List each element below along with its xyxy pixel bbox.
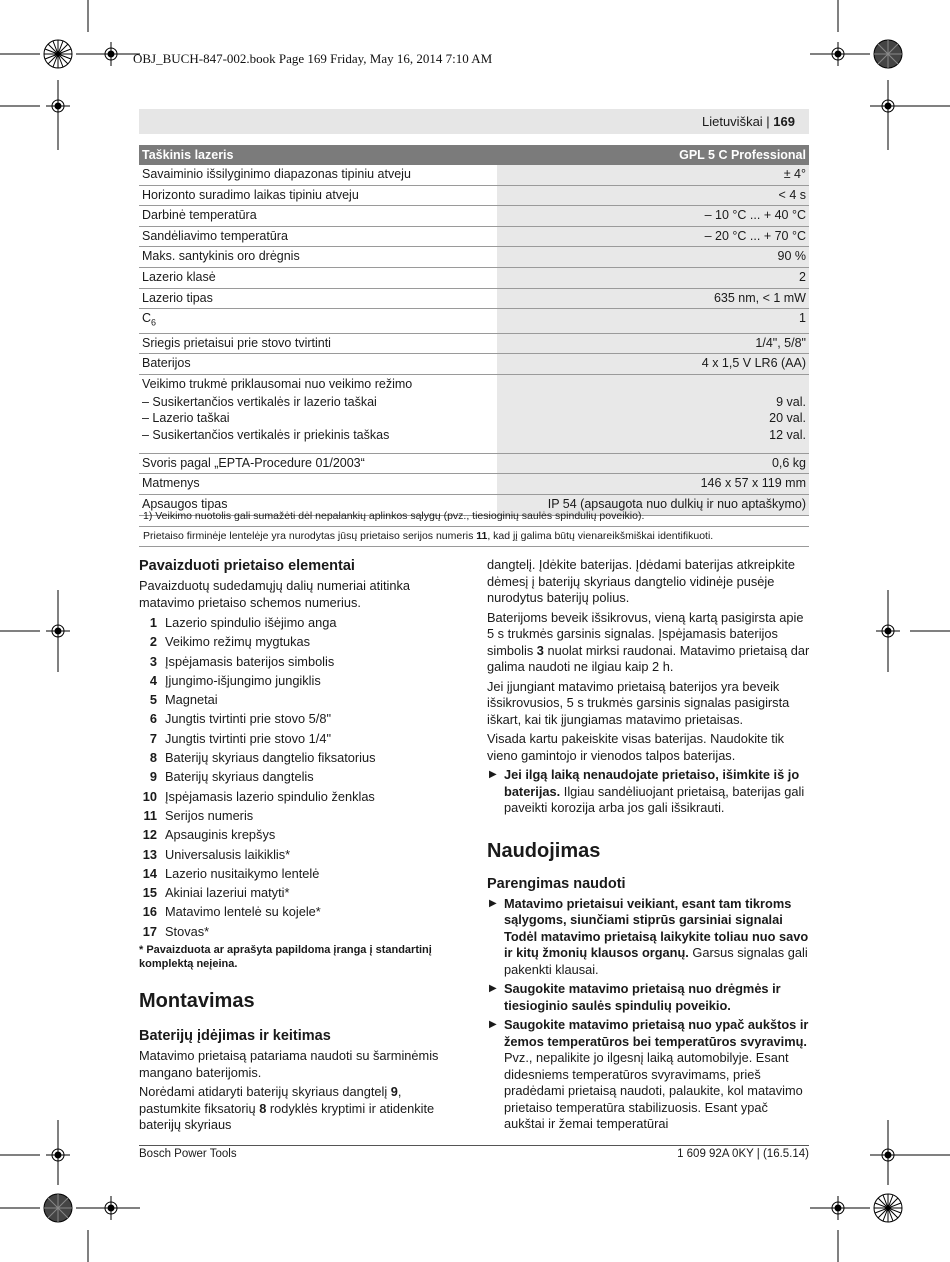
section-title: Naudojimas xyxy=(487,839,601,862)
spec-table-model: GPL 5 C Professional xyxy=(497,145,809,165)
triangle-bullet-icon: ▶ xyxy=(489,769,497,780)
item-number: 7 xyxy=(149,730,157,746)
item-number: 15 xyxy=(142,885,157,901)
item-label: Stovas* xyxy=(165,923,210,939)
warning-bullet: ▶ Saugokite matavimo prietaisą nuo drėgmės ir tiesioginio saulės spindulių poveikio. xyxy=(489,981,781,1013)
warning-bullet: ▶ Jei ilgą laiką nenaudojate prietaiso, išimkite iš jo baterijas. Ilgiau sandėliuojant prietaisą, baterijas gali paveikti korozija arba jos gali išsikrauti. xyxy=(489,767,805,815)
item-label: Įjungimo-išjungimo jungiklis xyxy=(165,672,321,688)
item-number: 5 xyxy=(149,692,157,708)
item-label: Magnetai xyxy=(165,692,218,708)
spec-table-header xyxy=(139,145,809,165)
paragraph: Visada kartu pakeiskite visas baterijas. Naudokite tik vieno gamintojo ir vienodos talpos baterijas. xyxy=(487,731,785,763)
item-number: 1 xyxy=(149,615,157,630)
table-row: Sandėliavimo temperatūra – 20 °C ... + 70 °C xyxy=(139,226,809,247)
triangle-bullet-icon: ▶ xyxy=(489,897,497,909)
warning-bullet: ▶ Saugokite matavimo prietaisą nuo ypač aukštos ir žemos temperatūros bei temperatūros svyravimų. Pvz., nepalikite jo ilgesnį laiką automobilyje. Esant didesniems temperatūros svyravimams, prieš pradėdami prietaisą naudoti, palaukite, kol matavimo prietaiso temperatūra stabilizuosis. Esant ypač aukštai ir žemai temperatūrai xyxy=(489,1017,809,1131)
paragraph: Jei įjungiant matavimo prietaisą baterijos yra beveik išsikrovusios, 5 s trukmės garsinis signalas pasigirsta iškart, kai tik įjungiamas matavimo prietaisas. xyxy=(487,678,790,727)
item-label: Veikimo režimų mygtukas xyxy=(165,634,311,650)
elements-list xyxy=(139,613,464,941)
footer-rule xyxy=(139,1145,809,1146)
page-header-label: Lietuviškai | 169 xyxy=(701,114,795,129)
section-heading: Baterijų įdėjimas ir keitimas xyxy=(139,1028,331,1045)
table-row: Apsaugos tipas IP 54 (apsaugota nuo dulkių ir nuo aptaškymo) xyxy=(139,495,809,516)
paragraph: Baterijoms beveik išsikrovus, vieną kartą pasigirsta apie 5 s trukmės garsinis signalas. Įspėjamasis baterijos simbolis 3 nuolat mirksi raudonai. Matavimo prietaisą dar galima naudoti ne ilgiau kaip 2 h. xyxy=(487,609,810,674)
item-label: Įspėjamasis lazerio spindulio ženklas xyxy=(165,788,375,804)
left-column xyxy=(139,557,464,1134)
table-row: Lazerio klasė 2 xyxy=(139,267,809,288)
item-label: Akiniai lazeriui matyti* xyxy=(165,885,290,901)
list-item xyxy=(139,845,464,864)
list-item xyxy=(139,864,464,883)
item-number: 16 xyxy=(142,904,157,920)
table-row: Baterijos 4 x 1,5 V LR6 (AA) xyxy=(139,354,809,375)
print-slug: OBJ_BUCH-847-002.book Page 169 Friday, May 16, 2014 7:10 AM xyxy=(133,51,493,66)
triangle-bullet-icon: ▶ xyxy=(489,983,497,994)
triangle-bullet-icon: ▶ xyxy=(489,1019,497,1030)
list-item xyxy=(139,652,464,671)
table-footnote: 1) Veikimo nuotolis gali sumažėti dėl nepalankių aplinkos sąlygų (pvz., tiesioginių saulės spindulių poveikio). xyxy=(143,510,645,522)
item-label: Serijos numeris xyxy=(165,807,254,823)
item-number: 4 xyxy=(149,672,157,688)
table-row: Savaiminio išsilyginimo diapazonas tipiniu atveju ± 4° xyxy=(139,165,809,185)
item-number: 3 xyxy=(149,653,157,669)
footer-left: Bosch Power Tools xyxy=(139,1148,237,1160)
footer-right: 1 609 92A 0KY | (16.5.14) xyxy=(677,1148,809,1160)
paragraph: dangtelį. Įdėkite baterijas. Įdėdami baterijas atkreipkite dėmesį į baterijų skyriaus dangtelio vidinėje pusėje nurodytus baterijų polius. xyxy=(487,557,796,605)
table-row-runtime: Veikimo trukmė priklausomai nuo veikimo režimo – Susikertančios vertikalės ir lazerio taškai – Lazerio taškai – Susikertančios vertikalės ir priekinis taškas 9 val. 20 val. 12 val. xyxy=(139,374,809,453)
section-title: Montavimas xyxy=(139,990,255,1013)
item-label: Apsauginis krepšys xyxy=(165,827,276,843)
item-label: Baterijų skyriaus dangtelio fiksatorius xyxy=(165,750,376,766)
list-item xyxy=(139,922,464,941)
item-number: 6 xyxy=(149,711,157,727)
item-number: 12 xyxy=(142,827,157,843)
section-heading: Pavaizduoti prietaiso elementai xyxy=(139,558,355,574)
list-item xyxy=(139,671,464,690)
item-label: Lazerio spindulio išėjimo anga xyxy=(165,615,337,630)
item-number: 17 xyxy=(142,923,157,939)
table-row: Matmenys 146 x 57 x 119 mm xyxy=(139,474,809,495)
item-number: 11 xyxy=(143,807,157,823)
list-item xyxy=(139,767,464,786)
item-label: Įspėjamasis baterijos simbolis xyxy=(165,653,335,669)
table-row: Lazerio tipas 635 nm, < 1 mW xyxy=(139,288,809,309)
list-item xyxy=(139,613,464,632)
paragraph: Norėdami atidaryti baterijų skyriaus dangtelį 9, pastumkite fiksatorių 8 rodyklės kryptimi ir atidenkite baterijų skyriaus xyxy=(139,1084,435,1133)
table-row: Darbinė temperatūra – 10 °C ... + 40 °C xyxy=(139,206,809,227)
item-label: Universalusis laikiklis* xyxy=(165,846,291,862)
list-item xyxy=(139,729,464,748)
item-label: Lazerio nusitaikymo lentelė xyxy=(165,865,320,881)
item-number: 2 xyxy=(149,634,157,650)
page-number: 169 xyxy=(773,114,795,129)
spec-table xyxy=(139,145,809,516)
section-heading: Parengimas naudoti xyxy=(487,875,626,892)
list-item xyxy=(139,748,464,767)
list-item xyxy=(139,690,464,709)
language-label: Lietuviškai xyxy=(701,114,763,129)
serial-note: Prietaiso firminėje lentelėje yra nurodytas jūsų prietaiso serijos numeris 11, kad jį galima būtų vienareikšmiškai identifikuoti. xyxy=(143,530,714,542)
elements-note: * Pavaizduota ar aprašyta papildoma įranga į standartinį komplektą neįeina. xyxy=(139,944,432,971)
item-number: 8 xyxy=(149,750,157,766)
right-column xyxy=(487,557,810,1133)
list-item xyxy=(139,806,464,825)
list-item xyxy=(139,709,464,728)
item-label: Baterijų skyriaus dangtelis xyxy=(165,769,314,785)
item-number: 14 xyxy=(142,865,157,881)
table-row: $C_6$ 1 xyxy=(139,309,809,334)
table-row: Maks. santykinis oro drėgnis 90 % xyxy=(139,247,809,268)
list-item xyxy=(139,902,464,921)
item-number: 13 xyxy=(142,846,157,862)
spec-table-title: Taškinis lazeris xyxy=(139,145,497,165)
divider xyxy=(139,526,809,527)
table-row: Horizonto suradimo laikas tipiniu atveju < 4 s xyxy=(139,185,809,206)
paragraph: Matavimo prietaisą patariama naudoti su šarminėmis mangano baterijomis. xyxy=(139,1048,439,1080)
warning-bullet: ▶ Matavimo prietaisui veikiant, esant tam tikroms sąlygoms, siunčiami stiprūs garsiniai signalai Todėl matavimo prietaisą laikykite toliau nuo savo ir kitų žmonių klausos organų. Garsus signalas gali pakenkti klausai. xyxy=(489,895,809,977)
list-item xyxy=(139,787,464,806)
list-item xyxy=(139,883,464,902)
paragraph: Pavaizduotų sudedamųjų dalių numeriai atitinka matavimo prietaiso schemos numerius. xyxy=(139,578,411,610)
item-label: Jungtis tvirtinti prie stovo 1/4" xyxy=(165,730,331,746)
item-label: Jungtis tvirtinti prie stovo 5/8" xyxy=(165,711,331,727)
page-header-bar xyxy=(139,109,809,134)
item-number: 9 xyxy=(149,769,157,785)
list-item xyxy=(139,632,464,651)
table-row: Sriegis prietaisui prie stovo tvirtinti 1/4", 5/8" xyxy=(139,333,809,354)
item-label: Matavimo lentelė su kojele* xyxy=(165,904,321,920)
list-item xyxy=(139,825,464,844)
item-number: 10 xyxy=(142,788,157,804)
table-row: Svoris pagal „EPTA-Procedure 01/2003“ 0,6 kg xyxy=(139,453,809,474)
divider xyxy=(139,546,809,547)
